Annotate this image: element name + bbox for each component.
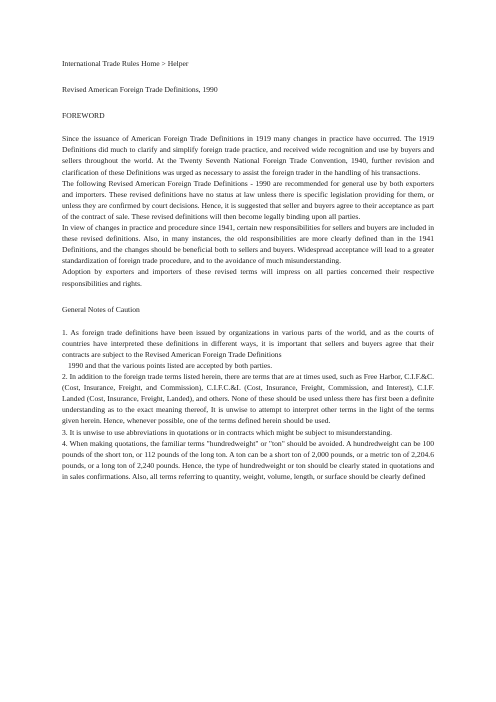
foreword-paragraph: Since the issuance of American Foreign Trade Definitions in 1919 many changes in practice have occurred. The 1919 Definitions did much to clarify and simplify foreign trade practice, and received wide recognition and use by buyers and sellers throughout the world. At the Twenty Seventh National Foreign Trade Convention, 1940, further revision and clarification of these Definitions was urged as necessary to assist the foreign trader in the handling of his transactions. bbox=[62, 134, 434, 177]
caution-note: 4. When making quotations, the familiar terms "hundredweight" or "ton" should be avoided. A hundredweight can be 100 pounds of the short ton, or 112 pounds of the long ton. A ton can be a short ton of 2,000 pounds, or a metric ton of 2,204.6 pounds, or a long ton of 2,240 pounds. Hence, the type of hundredweight or ton should be clearly stated in quotations and in sales confirmations. Also, all terms referring to quantity, weight, volume, length, or surface should be clearly defined bbox=[62, 438, 434, 481]
breadcrumb: International Trade Rules Home > Helper bbox=[62, 59, 189, 68]
foreword-paragraph: In view of changes in practice and procedure since 1941, certain new responsibilities for sellers and buyers are included in these revised definitions. Also, in many instances, the old responsibilities are more clearly defined than in the 1941 Definitions, and the changes should be beneficial both to sellers and buyers. Widespread acceptance will lead to a greater standardization of foreign trade procedure, and to the avoidance of much misunderstanding. bbox=[62, 223, 434, 266]
caution-heading: General Notes of Caution bbox=[62, 304, 140, 314]
caution-note: 3. It is unwise to use abbreviations in quotations or in contracts which might be subject to misunderstanding. bbox=[62, 427, 393, 437]
document-page bbox=[62, 58, 434, 482]
document-title: Revised American Foreign Trade Definitions, 1990 bbox=[62, 85, 218, 95]
foreword-paragraph: Adoption by exporters and importers of these revised terms will impress on all parties concerned their respective responsibilities and rights. bbox=[62, 267, 434, 288]
caution-note: 1. As foreign trade definitions have been issued by organizations in various parts of the world, and as the courts of countries have interpreted these definitions in different ways, it is important that sellers and buyers agree that their contracts are subject to the Revised American Foreign Trade Definitions bbox=[62, 327, 434, 359]
caution-note: 2. In addition to the foreign trade terms listed herein, there are terms that are at times used, such as Free Harbor, C.I.F.&C. (Cost, Insurance, Freight, and Commission), C.I.F.C.&I. (Cost, Insurance, Freight, Commission, and Interest), C.I.F. Landed (Cost, Insurance, Freight, Landed), and others. None of these should be used unless there has first been a definite understanding as to the exact meaning thereof, It is unwise to attempt to interpret other terms in the light of the terms given herein. Hence, whenever possible, one of the terms defined herein should be used. bbox=[62, 372, 434, 426]
foreword-heading: FOREWORD bbox=[62, 111, 105, 121]
caution-note-continuation: 1990 and that the various points listed are accepted by both parties. bbox=[68, 360, 273, 370]
foreword-paragraph: The following Revised American Foreign Trade Definitions - 1990 are recommended for general use by both exporters and importers. These revised definitions have no status at law unless there is specific legislation providing for them, or unless they are confirmed by court decisions. Hence, it is suggested that seller and buyers agree to their acceptance as part of the contract of sale. These revised definitions will then become legally binding upon all parties. bbox=[62, 178, 434, 221]
